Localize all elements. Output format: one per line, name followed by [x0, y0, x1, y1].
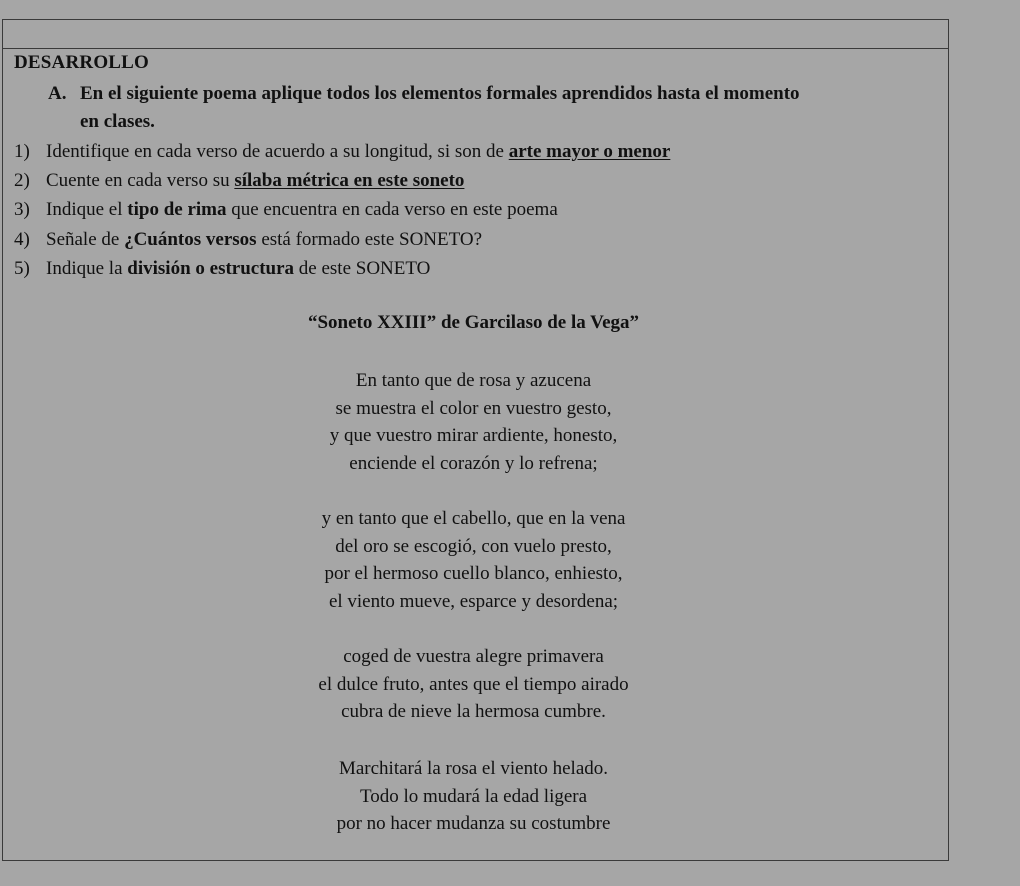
poem-verse: y que vuestro mirar ardiente, honesto, — [329, 425, 618, 447]
question-text-end: de este SONETO — [294, 258, 431, 279]
instruction-line-2: en clases. — [80, 111, 155, 132]
stanza-3 — [0, 643, 947, 726]
instruction-letter: A. — [48, 83, 67, 104]
instruction-a — [48, 80, 943, 136]
question-text: Señale de — [46, 229, 125, 250]
instruction-line-1: En el siguiente poema aplique todos los elementos formales aprendidos hasta el momento — [80, 83, 800, 104]
poem-verse: por el hermoso cuello blanco, enhiesto, — [324, 563, 623, 585]
question-emphasis: tipo de rima — [127, 199, 227, 220]
question-text-end: que encuentra en cada verso en este poema — [226, 199, 558, 220]
poem-verse: cubra de nieve la hermosa cumbre. — [341, 701, 606, 723]
question-2 — [14, 169, 464, 193]
question-5 — [14, 257, 430, 281]
table-header-row — [3, 20, 948, 49]
question-emphasis: arte mayor o menor — [508, 141, 671, 162]
question-emphasis: sílaba métrica en este soneto — [234, 170, 465, 191]
question-text: Identifique en cada verso de acuerdo a su longitud, si son de — [46, 141, 509, 162]
question-3 — [14, 198, 558, 222]
poem-verse: el viento mueve, esparce y desordena; — [328, 590, 619, 612]
stanza-4 — [0, 755, 947, 838]
poem-verse: por no hacer mudanza su costumbre — [336, 813, 611, 835]
poem-verse: el dulce fruto, antes que el tiempo airado — [318, 673, 629, 695]
poem-verse: Marchitará la rosa el viento helado. — [338, 758, 609, 779]
question-4 — [14, 228, 482, 252]
question-number: 4) — [14, 229, 30, 250]
question-1 — [14, 140, 670, 164]
question-text: Indique la — [46, 258, 128, 279]
stanza-1 — [0, 367, 947, 477]
stanza-2 — [0, 505, 947, 615]
section-heading: DESARROLLO — [14, 52, 150, 73]
question-number: 1) — [14, 141, 30, 162]
question-number: 2) — [14, 170, 30, 191]
question-number: 5) — [14, 258, 30, 279]
poem-verse: del oro se escogió, con vuelo presto, — [335, 535, 612, 557]
poem-title: “Soneto XXIII” de Garcilaso de la Vega” — [307, 312, 640, 333]
question-number: 3) — [14, 199, 30, 220]
poem-verse: coged de vuestra alegre primavera — [343, 646, 604, 667]
question-text-end: está formado este SONETO? — [256, 229, 483, 250]
question-emphasis: división o estructura — [127, 258, 295, 279]
poem-verse: En tanto que de rosa y azucena — [355, 370, 592, 391]
question-text: Cuente en cada verso su — [46, 170, 235, 191]
poem-verse: enciende el corazón y lo refrena; — [349, 452, 598, 474]
question-text: Indique el — [46, 199, 128, 220]
question-emphasis: ¿Cuántos versos — [124, 229, 257, 250]
poem-verse: Todo lo mudará la edad ligera — [359, 785, 588, 807]
poem-verse: y en tanto que el cabello, que en la vena — [321, 508, 626, 529]
poem-verse: se muestra el color en vuestro gesto, — [335, 397, 612, 419]
